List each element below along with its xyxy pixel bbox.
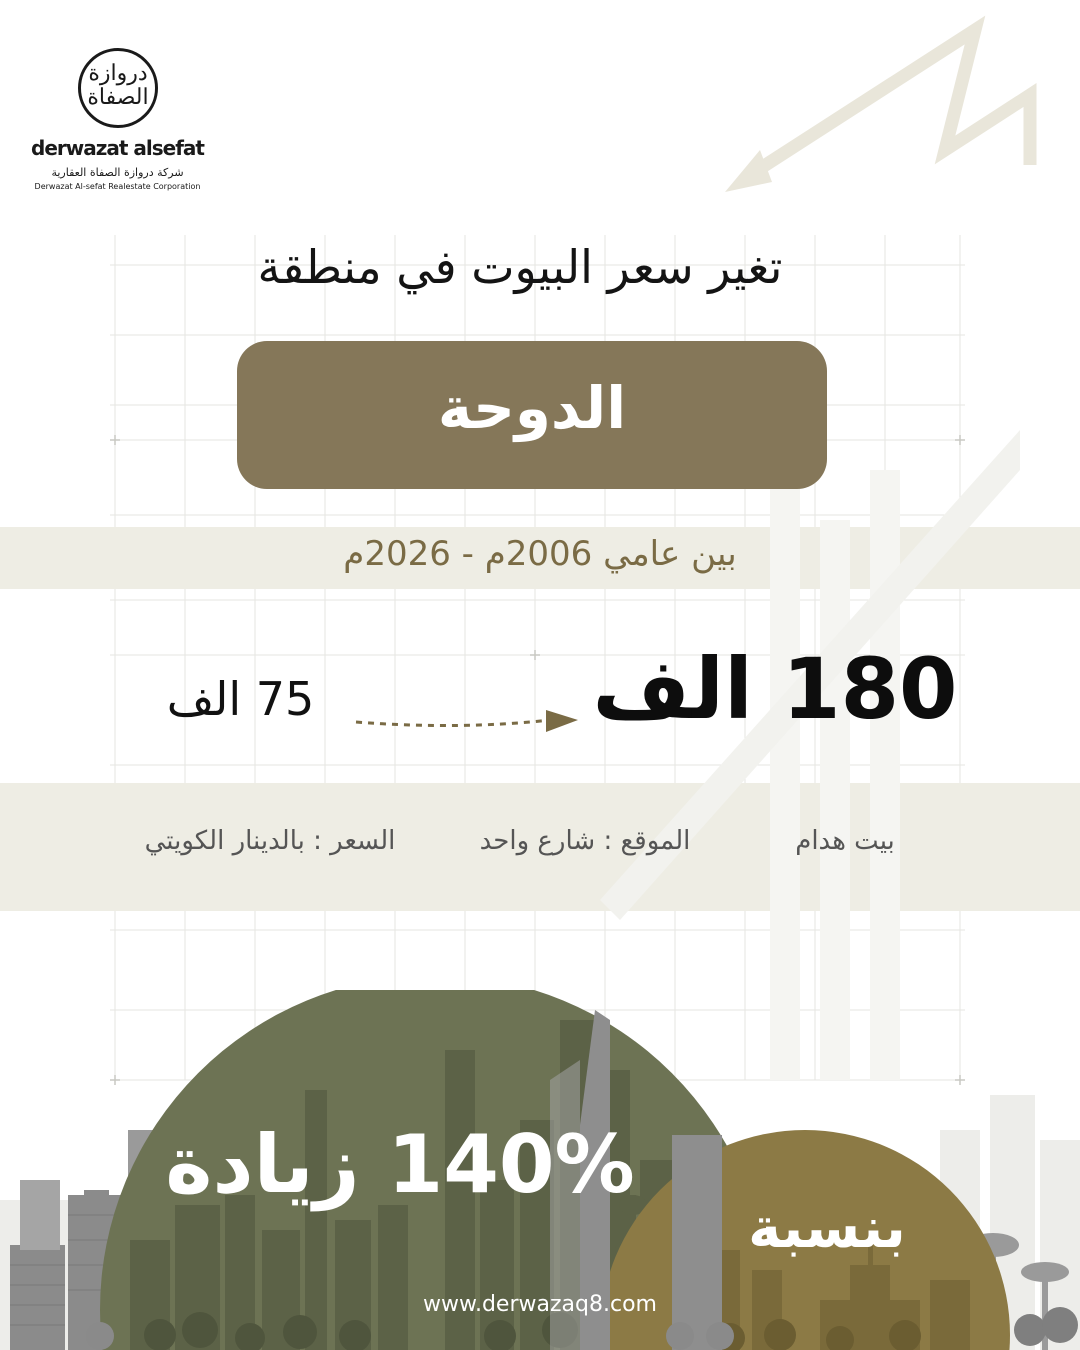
area-name: الدوحة bbox=[437, 374, 627, 442]
increase-percentage: 140% زيادة bbox=[165, 1118, 635, 1211]
trend-arrowhead-decoration bbox=[725, 150, 772, 192]
property-type: بيت هدام bbox=[795, 826, 895, 856]
logo-wordmark: derwazat alsefat bbox=[31, 136, 204, 160]
logo-english-name: Derwazat Al-sefat Realestate Corporation bbox=[34, 182, 201, 191]
dotted-arrow-icon bbox=[350, 700, 590, 740]
page-title: تغير سعر البيوت في منطقة bbox=[257, 240, 783, 294]
company-logo bbox=[30, 48, 205, 198]
logo-emblem-text: دروازة الصفاة bbox=[87, 61, 149, 110]
old-price: 75 الف bbox=[166, 672, 315, 726]
logo-arabic-name: شركة دروازة الصفاة العقارية bbox=[51, 166, 184, 179]
property-location: الموقع : شارع واحد bbox=[479, 826, 691, 856]
trend-line-decoration bbox=[750, 30, 1030, 175]
period-text: بين عامي 2006م - 2026م bbox=[343, 534, 737, 574]
website-link[interactable]: www.derwazaq8.com bbox=[423, 1292, 657, 1317]
ratio-label: بنسبة bbox=[748, 1196, 906, 1261]
price-currency: السعر : بالدينار الكويتي bbox=[144, 826, 396, 856]
new-price: 180 الف bbox=[592, 640, 958, 738]
